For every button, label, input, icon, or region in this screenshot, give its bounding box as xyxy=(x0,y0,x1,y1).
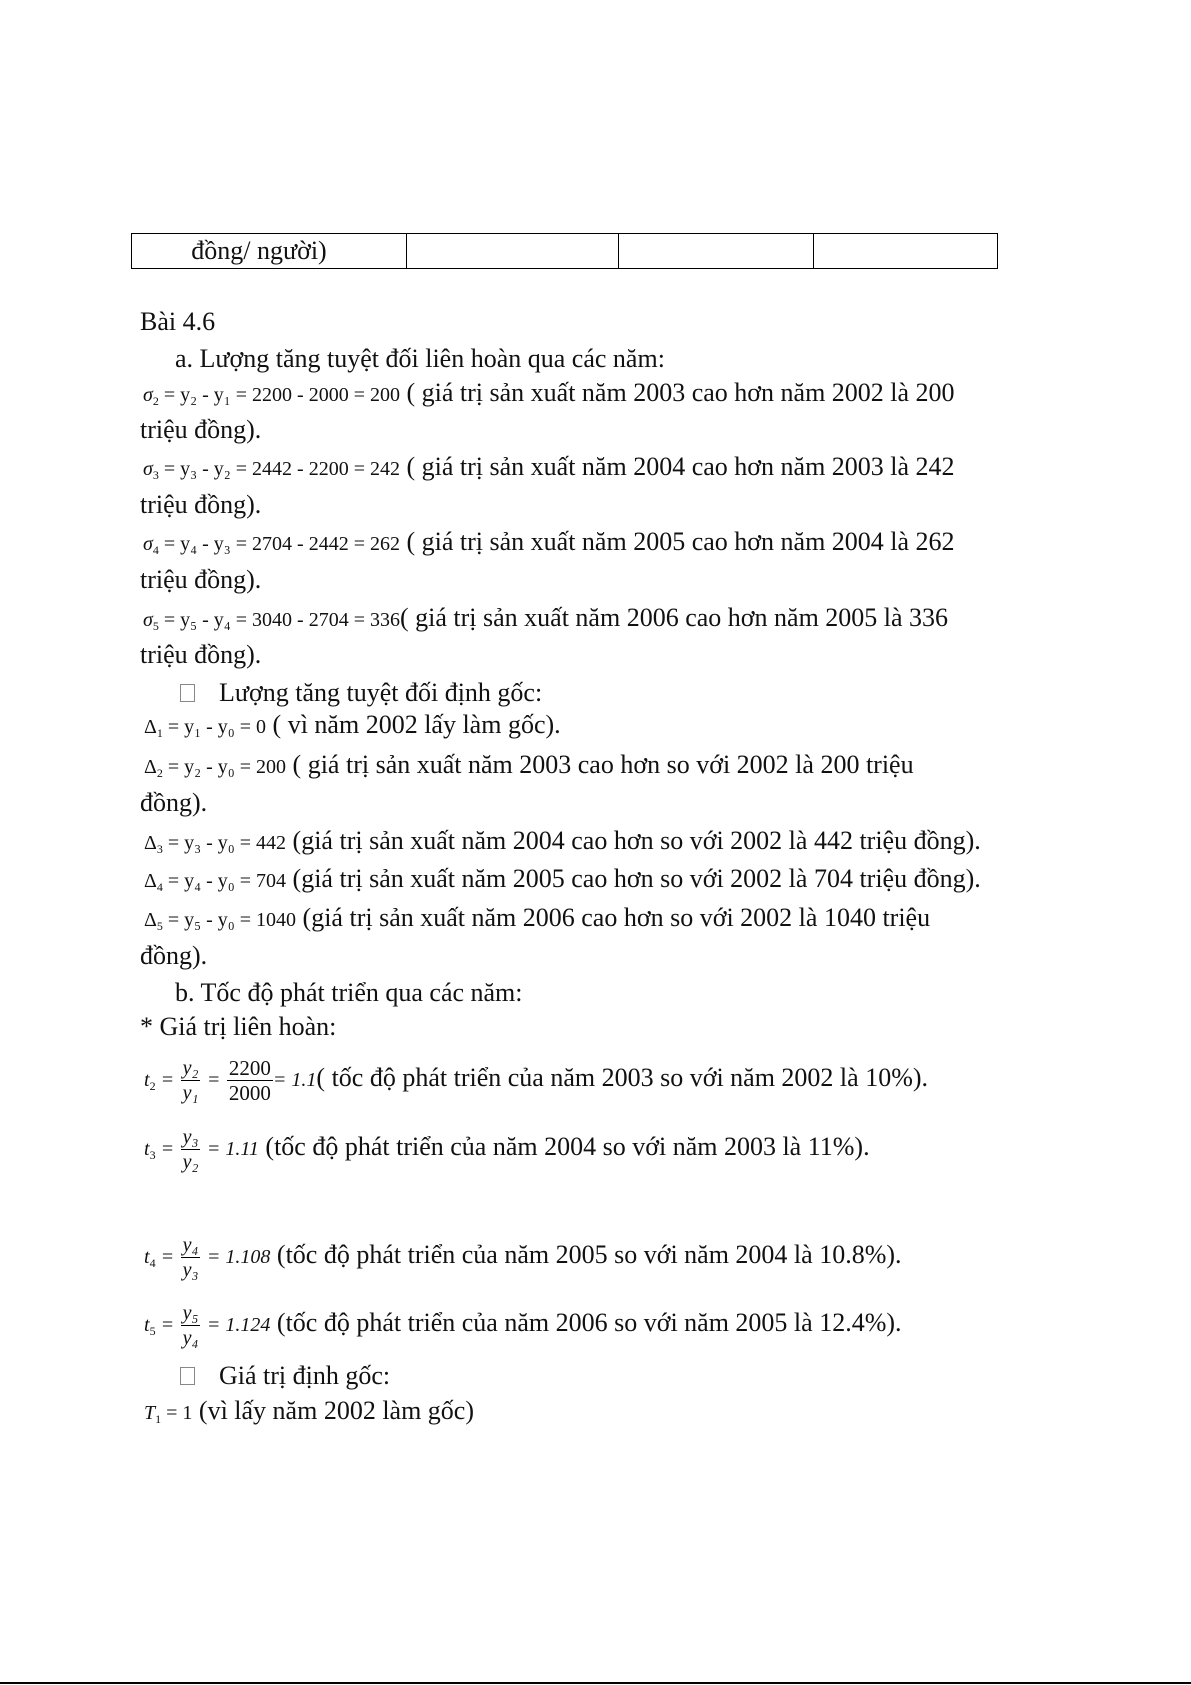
fraction: $\frac{2200}{2000}$ xyxy=(228,1055,271,1105)
formula: $\Delta_3 = y_3 - y_0 = 442$ xyxy=(144,832,287,856)
formula-note: (giá trị sản xuất năm 2006 cao hơn so với 2002 là 1040 triệu xyxy=(296,903,931,932)
fraction: $\frac{\text{y₂}}{\text{y₁}}$ xyxy=(182,1056,199,1104)
base-diff-line xyxy=(144,903,930,941)
formula-note: (tốc độ phát triển của năm 2004 so với năm 2003 là 11%). xyxy=(258,1132,870,1161)
chain-diff-line xyxy=(143,603,948,641)
formula-note: (vì lấy năm 2002 làm gốc) xyxy=(192,1396,475,1425)
table-cell-empty xyxy=(407,234,619,268)
formula-note: ( tốc độ phát triển của năm 2003 so với năm 2002 là 10%). xyxy=(316,1063,929,1092)
base-diff-title: Lượng tăng tuyệt đối định gốc: xyxy=(180,678,542,708)
formula: $t_4$ = xyxy=(144,1246,175,1270)
bullet-box-icon xyxy=(180,1367,195,1385)
base-diff-line xyxy=(144,826,981,864)
part-b-title: b. Tốc độ phát triển qua các năm: xyxy=(175,978,523,1007)
formula-note: ( giá trị sản xuất năm 2006 cao hơn năm 2005 là 336 xyxy=(399,603,949,632)
chain-diff-line xyxy=(143,452,955,490)
formula-note: ( giá trị sản xuất năm 2005 cao hơn năm 2004 là 262 xyxy=(399,527,955,556)
table-cell-empty xyxy=(814,234,997,268)
base-diff-wrap: đồng). xyxy=(140,788,208,817)
chain-diff-wrap: triệu đồng). xyxy=(140,490,262,519)
base-diff-wrap: đồng). xyxy=(140,941,208,970)
chain-diff-wrap: triệu đồng). xyxy=(140,640,262,669)
formula: $t_5$ = xyxy=(144,1314,175,1338)
formula: $\sigma_3 = y_3 - y_2 = 2442 - 2200 = 242$ xyxy=(143,458,400,482)
chain-diff-wrap: triệu đồng). xyxy=(140,565,262,594)
formula: $\sigma_5 = y_5 - y_4 = 3040 - 2704 = 336$ xyxy=(143,609,400,633)
formula-note: (tốc độ phát triển của năm 2005 so với năm 2004 là 10.8%). xyxy=(270,1240,902,1269)
formula-note: (tốc độ phát triển của năm 2006 so với năm 2005 là 12.4%). xyxy=(270,1308,902,1337)
formula-note: (giá trị sản xuất năm 2004 cao hơn so với 2002 là 442 triệu đồng). xyxy=(286,826,981,855)
formula-note: ( giá trị sản xuất năm 2003 cao hơn năm 2002 là 200 xyxy=(399,378,955,407)
formula-note: ( giá trị sản xuất năm 2004 cao hơn năm 2003 là 242 xyxy=(399,452,955,481)
part-a-title: a. Lượng tăng tuyệt đối liên hoàn qua các năm: xyxy=(175,344,665,373)
chain-diff-wrap: triệu đồng). xyxy=(140,415,262,444)
table-cell-empty xyxy=(619,234,814,268)
rate-line-t2: $t_2$ = $\frac{\text{y₂}}{\text{y₁}}$ = $\frac{2200}{2000}$ = 1.1( tốc độ phát triển của năm 2003 so với năm 2002 là 10%). xyxy=(144,1055,929,1105)
fraction: $\frac{\text{y₅}}{\text{y₄}}$ xyxy=(182,1301,199,1349)
bullet-box-icon xyxy=(180,684,195,702)
base-diff-line xyxy=(144,750,914,788)
formula: $\Delta_5 = y_5 - y_0 = 1040$ xyxy=(144,909,297,933)
formula: $t_3$ = xyxy=(144,1138,175,1162)
base-rate-line xyxy=(144,1396,474,1434)
rate-line-t4: $t_4$ = $\frac{\text{y₄}}{\text{y₃}}$ = 1.108 (tốc độ phát triển của năm 2005 so với năm 2004 là 10.8%). xyxy=(144,1233,902,1281)
formula-note: ( giá trị sản xuất năm 2003 cao hơn so với 2002 là 200 triệu xyxy=(286,750,914,779)
fraction: $\frac{\text{y₄}}{\text{y₃}}$ xyxy=(182,1233,199,1281)
chain-rate-title: * Giá trị liên hoàn: xyxy=(140,1012,337,1041)
formula: $\Delta_1 = y_1 - y_0 = 0$ xyxy=(144,716,267,740)
formula-note: (giá trị sản xuất năm 2005 cao hơn so với 2002 là 704 triệu đồng). xyxy=(286,864,981,893)
exercise-heading: Bài 4.6 xyxy=(140,307,216,336)
base-diff-line xyxy=(144,710,561,748)
formula: $\Delta_4 = y_4 - y_0 = 704$ xyxy=(144,870,287,894)
base-diff-line xyxy=(144,864,981,902)
formula: $\Delta_2 = y_2 - y_0 = 200$ xyxy=(144,756,287,780)
formula-note: ( vì năm 2002 lấy làm gốc). xyxy=(266,710,561,739)
rate-line-t5: $t_5$ = $\frac{\text{y₅}}{\text{y₄}}$ = 1.124 (tốc độ phát triển của năm 2006 so với năm 2005 là 12.4%). xyxy=(144,1301,902,1349)
bottom-rule xyxy=(0,1682,1191,1684)
table-fragment xyxy=(131,233,998,269)
rate-line-t3: $t_3$ = $\frac{\text{y₃}}{\text{y₂}}$ = 1.11 (tốc độ phát triển của năm 2004 so với năm 2003 là 11%). xyxy=(144,1125,870,1173)
fraction: $\frac{\text{y₃}}{\text{y₂}}$ xyxy=(182,1125,199,1173)
formula: $t_2$ = xyxy=(144,1069,175,1093)
chain-diff-line xyxy=(143,378,955,416)
base-rate-title: Giá trị định gốc: xyxy=(180,1361,390,1391)
formula: $\sigma_4 = y_4 - y_3 = 2704 - 2442 = 262$ xyxy=(143,533,400,557)
table-cell: đồng/ người) xyxy=(132,234,407,268)
chain-diff-line xyxy=(143,527,955,565)
formula: $\sigma_2 = y_2 - y_1 = 2200 - 2000 = 200$ xyxy=(143,384,400,408)
formula: $T_1 = 1$ xyxy=(144,1402,193,1426)
